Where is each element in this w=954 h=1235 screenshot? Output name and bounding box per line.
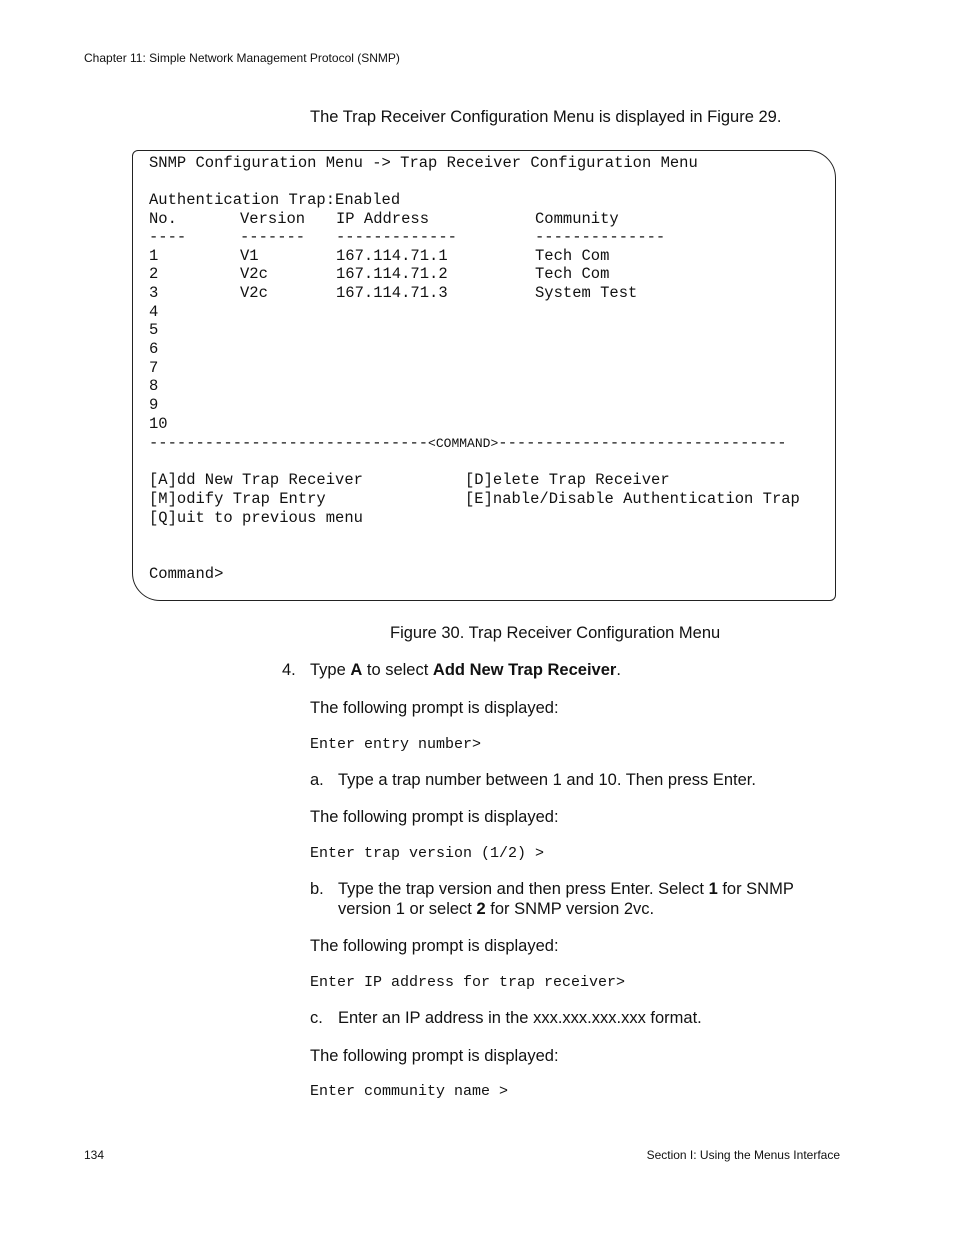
- col-ip-dashes: -------------: [336, 228, 457, 246]
- step-a-letter: a.: [310, 771, 324, 789]
- trap-row-no: 2: [149, 265, 159, 283]
- code-enter-ip-address: Enter IP address for trap receiver>: [310, 974, 626, 991]
- prompt-displayed-4: The following prompt is displayed:: [310, 1047, 559, 1065]
- trap-row-no: 1: [149, 247, 159, 265]
- step-b-two: 2: [476, 900, 486, 918]
- code-enter-entry-number: Enter entry number>: [310, 736, 482, 753]
- step-4-number: 4.: [282, 661, 296, 679]
- cmd-delete-trap-receiver[interactable]: [D]elete Trap Receiver: [465, 471, 670, 489]
- col-no-header: No.: [149, 210, 177, 228]
- trap-row-9: 9: [149, 396, 159, 414]
- col-community-header: Community: [535, 210, 619, 228]
- step-b-line-1-post: for SNMP: [717, 880, 794, 898]
- step-4-key: A: [350, 661, 363, 679]
- prompt-displayed-2: The following prompt is displayed:: [310, 808, 559, 826]
- page-number: 134: [84, 1148, 105, 1162]
- trap-row-ip: 167.114.71.1: [336, 247, 448, 265]
- section-footer: Section I: Using the Menus Interface: [646, 1148, 840, 1162]
- code-enter-community-name: Enter community name >: [310, 1083, 509, 1100]
- trap-row-community: Tech Com: [535, 265, 610, 283]
- step-c-letter: c.: [310, 1009, 323, 1027]
- intro-text: The Trap Receiver Configuration Menu is displayed in Figure 29.: [310, 108, 782, 126]
- cmd-quit[interactable]: [Q]uit to previous menu: [149, 509, 363, 527]
- auth-trap-value: Enabled: [335, 191, 401, 209]
- trap-row-ip: 167.114.71.3: [336, 284, 448, 302]
- step-b-letter: b.: [310, 880, 324, 898]
- col-no-dashes: ----: [149, 228, 187, 246]
- trap-row-ip: 167.114.71.2: [336, 265, 448, 283]
- code-enter-trap-version: Enter trap version (1/2) >: [310, 845, 545, 862]
- trap-row-6: 6: [149, 340, 159, 358]
- trap-row-7: 7: [149, 359, 159, 377]
- step-b-line-1: [338, 880, 794, 899]
- trap-row-community: System Test: [535, 284, 638, 302]
- step-4-mid: to select: [362, 661, 433, 679]
- col-version-header: Version: [240, 210, 306, 228]
- col-version-dashes: -------: [240, 228, 306, 246]
- prompt-displayed-3: The following prompt is displayed:: [310, 937, 559, 955]
- cmd-enable-disable-auth-trap[interactable]: [E]nable/Disable Authentication Trap: [465, 490, 800, 508]
- col-community-dashes: --------------: [535, 228, 666, 246]
- command-prompt[interactable]: Command>: [149, 565, 224, 583]
- trap-row-8: 8: [149, 377, 159, 395]
- command-separator: [149, 434, 787, 453]
- step-c-text: Enter an IP address in the xxx.xxx.xxx.xxx format.: [338, 1009, 702, 1027]
- terminal-title: SNMP Configuration Menu -> Trap Receiver Configuration Menu: [149, 154, 698, 172]
- step-4-text: [310, 661, 621, 680]
- trap-row-10: 10: [149, 415, 168, 433]
- cmd-modify-trap-entry[interactable]: [M]odify Trap Entry: [149, 490, 326, 508]
- trap-row-no: 3: [149, 284, 159, 302]
- step-b-line-2-pre: version 1 or select: [338, 900, 477, 918]
- cmd-add-trap-receiver[interactable]: [A]dd New Trap Receiver: [149, 471, 363, 489]
- step-b-line-1-pre: Type the trap version and then press Enter. Select: [338, 880, 709, 898]
- step-4-end: .: [616, 661, 621, 679]
- step-b-one: 1: [708, 880, 718, 898]
- step-a-text: Type a trap number between 1 and 10. Then press Enter.: [338, 771, 756, 789]
- auth-trap-label: Authentication Trap:: [149, 191, 336, 209]
- trap-row-4: 4: [149, 303, 159, 321]
- separator-right: -------------------------------: [498, 434, 787, 452]
- prompt-displayed-1: The following prompt is displayed:: [310, 699, 559, 717]
- step-4-pre: Type: [310, 661, 351, 679]
- trap-row-community: Tech Com: [535, 247, 610, 265]
- trap-row-version: V2c: [240, 284, 268, 302]
- figure-caption: Figure 30. Trap Receiver Configuration Menu: [390, 624, 721, 642]
- step-b-line-2-post: for SNMP version 2vc.: [485, 900, 655, 918]
- terminal-screen: [132, 150, 836, 601]
- col-ip-header: IP Address: [336, 210, 430, 228]
- separator-left: ------------------------------: [149, 434, 429, 452]
- auth-trap-line: [149, 191, 400, 209]
- trap-row-version: V2c: [240, 265, 268, 283]
- trap-row-5: 5: [149, 321, 159, 339]
- separator-label: <COMMAND>: [428, 436, 499, 451]
- trap-row-version: V1: [240, 247, 259, 265]
- step-b-line-2: [338, 900, 654, 919]
- step-4-target: Add New Trap Receiver: [432, 661, 617, 679]
- running-header: Chapter 11: Simple Network Management Protocol (SNMP): [84, 51, 400, 65]
